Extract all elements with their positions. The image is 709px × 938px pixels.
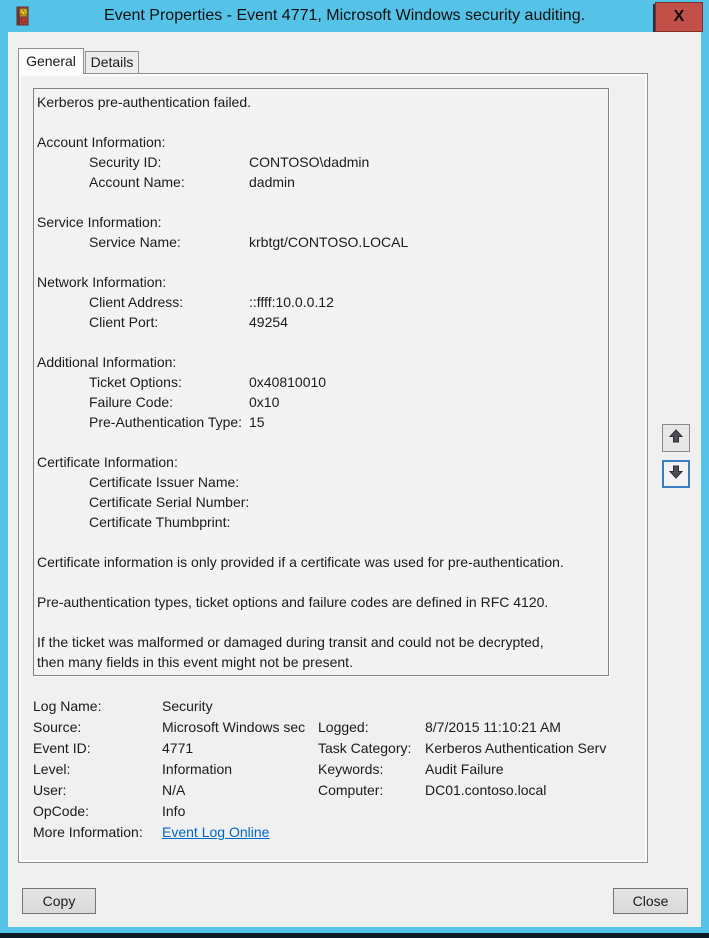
desc-label: Client Port: bbox=[89, 314, 159, 330]
footer-value: Info bbox=[162, 803, 186, 819]
desc-line bbox=[37, 274, 608, 294]
footer-row bbox=[318, 740, 709, 761]
footer-row bbox=[33, 698, 645, 719]
event-properties-icon bbox=[14, 6, 30, 26]
desc-line bbox=[37, 434, 608, 454]
window-title: Event Properties - Event 4771, Microsoft Windows security auditing. bbox=[103, 7, 586, 24]
desc-value: 49254 bbox=[249, 314, 288, 330]
desc-label: Certificate Serial Number: bbox=[89, 494, 250, 510]
footer-label: Level: bbox=[33, 761, 71, 777]
desc-label: Certificate Thumbprint: bbox=[89, 514, 231, 530]
desc-value: krbtgt/CONTOSO.LOCAL bbox=[249, 234, 409, 250]
desc-line bbox=[37, 94, 608, 114]
footer-label: User: bbox=[33, 782, 67, 798]
desc-label bbox=[37, 254, 41, 270]
desc-label bbox=[37, 534, 41, 550]
footer-value: 4771 bbox=[162, 740, 194, 756]
footer-label: Log Name: bbox=[33, 698, 102, 714]
desc-line bbox=[37, 474, 608, 494]
desc-value: dadmin bbox=[249, 174, 295, 190]
desc-label bbox=[37, 114, 41, 130]
desc-line bbox=[37, 394, 608, 414]
footer-label: More Information: bbox=[33, 824, 143, 840]
footer-row bbox=[318, 782, 709, 803]
desc-label: Kerberos pre-authentication failed. bbox=[37, 94, 252, 110]
previous-event-button[interactable] bbox=[662, 424, 690, 452]
footer-label: Keywords: bbox=[318, 761, 384, 777]
desc-line bbox=[37, 234, 608, 254]
tab-details[interactable]: Details bbox=[85, 51, 139, 73]
desc-line bbox=[37, 574, 608, 594]
footer-row bbox=[33, 824, 645, 845]
footer-row bbox=[318, 719, 709, 740]
desc-label bbox=[37, 334, 41, 350]
desc-line bbox=[37, 134, 608, 154]
desc-label: If the ticket was malformed or damaged during transit and could not be decrypted, bbox=[37, 634, 544, 650]
footer-value: Microsoft Windows sec bbox=[162, 719, 306, 735]
desc-line bbox=[37, 414, 608, 434]
desc-line bbox=[37, 114, 608, 134]
down-arrow-icon bbox=[667, 463, 685, 486]
footer-value: DC01.contoso.local bbox=[425, 782, 547, 798]
event-summary-right-column bbox=[318, 719, 709, 803]
footer-label: OpCode: bbox=[33, 803, 90, 819]
footer-label: Task Category: bbox=[318, 740, 412, 756]
desc-line bbox=[37, 654, 608, 674]
desc-value: 0x10 bbox=[249, 394, 280, 410]
desc-label bbox=[37, 574, 41, 590]
tab-general[interactable]: General bbox=[18, 48, 84, 74]
desc-label bbox=[37, 614, 41, 630]
up-arrow-icon bbox=[667, 427, 685, 450]
desc-label: then many fields in this event might not be present. bbox=[37, 654, 353, 670]
desc-line bbox=[37, 634, 608, 654]
desc-label: Account Information: bbox=[37, 134, 166, 150]
desc-label: Certificate Information: bbox=[37, 454, 178, 470]
footer-label: Source: bbox=[33, 719, 82, 735]
desc-line bbox=[37, 534, 608, 554]
desc-line bbox=[37, 174, 608, 194]
desc-label: Security ID: bbox=[89, 154, 162, 170]
copy-button[interactable]: Copy bbox=[22, 888, 96, 914]
desc-label: Service Information: bbox=[37, 214, 162, 230]
desc-line bbox=[37, 594, 608, 614]
footer-value: N/A bbox=[162, 782, 186, 798]
event-log-online-link[interactable]: Event Log Online bbox=[162, 824, 270, 840]
footer-label: Computer: bbox=[318, 782, 384, 798]
desc-line bbox=[37, 314, 608, 334]
desc-label: Additional Information: bbox=[37, 354, 177, 370]
desc-line bbox=[37, 354, 608, 374]
desc-label: Network Information: bbox=[37, 274, 167, 290]
next-event-button[interactable] bbox=[662, 460, 690, 488]
desc-line bbox=[37, 554, 608, 574]
desc-label: Client Address: bbox=[89, 294, 184, 310]
dialog-client-area bbox=[8, 32, 701, 927]
desc-value: 0x40810010 bbox=[249, 374, 327, 390]
desc-line bbox=[37, 614, 608, 634]
desc-value: CONTOSO\dadmin bbox=[249, 154, 370, 170]
footer-label: Logged: bbox=[318, 719, 369, 735]
general-tab-panel bbox=[18, 73, 648, 863]
desc-label bbox=[37, 434, 41, 450]
desc-label: Failure Code: bbox=[89, 394, 174, 410]
event-description-box bbox=[33, 88, 609, 676]
desc-value: 15 bbox=[249, 414, 265, 430]
desc-line bbox=[37, 294, 608, 314]
desc-line bbox=[37, 374, 608, 394]
desc-line bbox=[37, 214, 608, 234]
desc-line bbox=[37, 494, 608, 514]
desc-label: Service Name: bbox=[89, 234, 181, 250]
desc-label bbox=[37, 194, 41, 210]
desc-line bbox=[37, 154, 608, 174]
desc-label: Pre-authentication types, ticket options and failure codes are defined in RFC 4120. bbox=[37, 594, 549, 610]
desc-label: Pre-Authentication Type: bbox=[89, 414, 243, 430]
desc-value: ::ffff:10.0.0.12 bbox=[249, 294, 334, 310]
desc-label: Ticket Options: bbox=[89, 374, 182, 390]
footer-value: 8/7/2015 11:10:21 AM bbox=[425, 719, 561, 735]
titlebar bbox=[0, 0, 709, 32]
desc-line bbox=[37, 454, 608, 474]
footer-value: Security bbox=[162, 698, 213, 714]
desc-line bbox=[37, 194, 608, 214]
desc-line bbox=[37, 334, 608, 354]
desc-line bbox=[37, 514, 608, 534]
footer-row bbox=[33, 803, 645, 824]
desc-label: Certificate information is only provided if a certificate was used for pre-authentication. bbox=[37, 554, 564, 570]
desc-label: Account Name: bbox=[89, 174, 185, 190]
close-dialog-button[interactable]: Close bbox=[613, 888, 688, 914]
desc-line bbox=[37, 254, 608, 274]
close-button[interactable]: X bbox=[655, 2, 703, 32]
footer-label: Event ID: bbox=[33, 740, 91, 756]
footer-value: Audit Failure bbox=[425, 761, 504, 777]
desc-label: Certificate Issuer Name: bbox=[89, 474, 240, 490]
footer-value: Kerberos Authentication Serv bbox=[425, 740, 607, 756]
footer-row bbox=[318, 761, 709, 782]
footer-value: Information bbox=[162, 761, 233, 777]
